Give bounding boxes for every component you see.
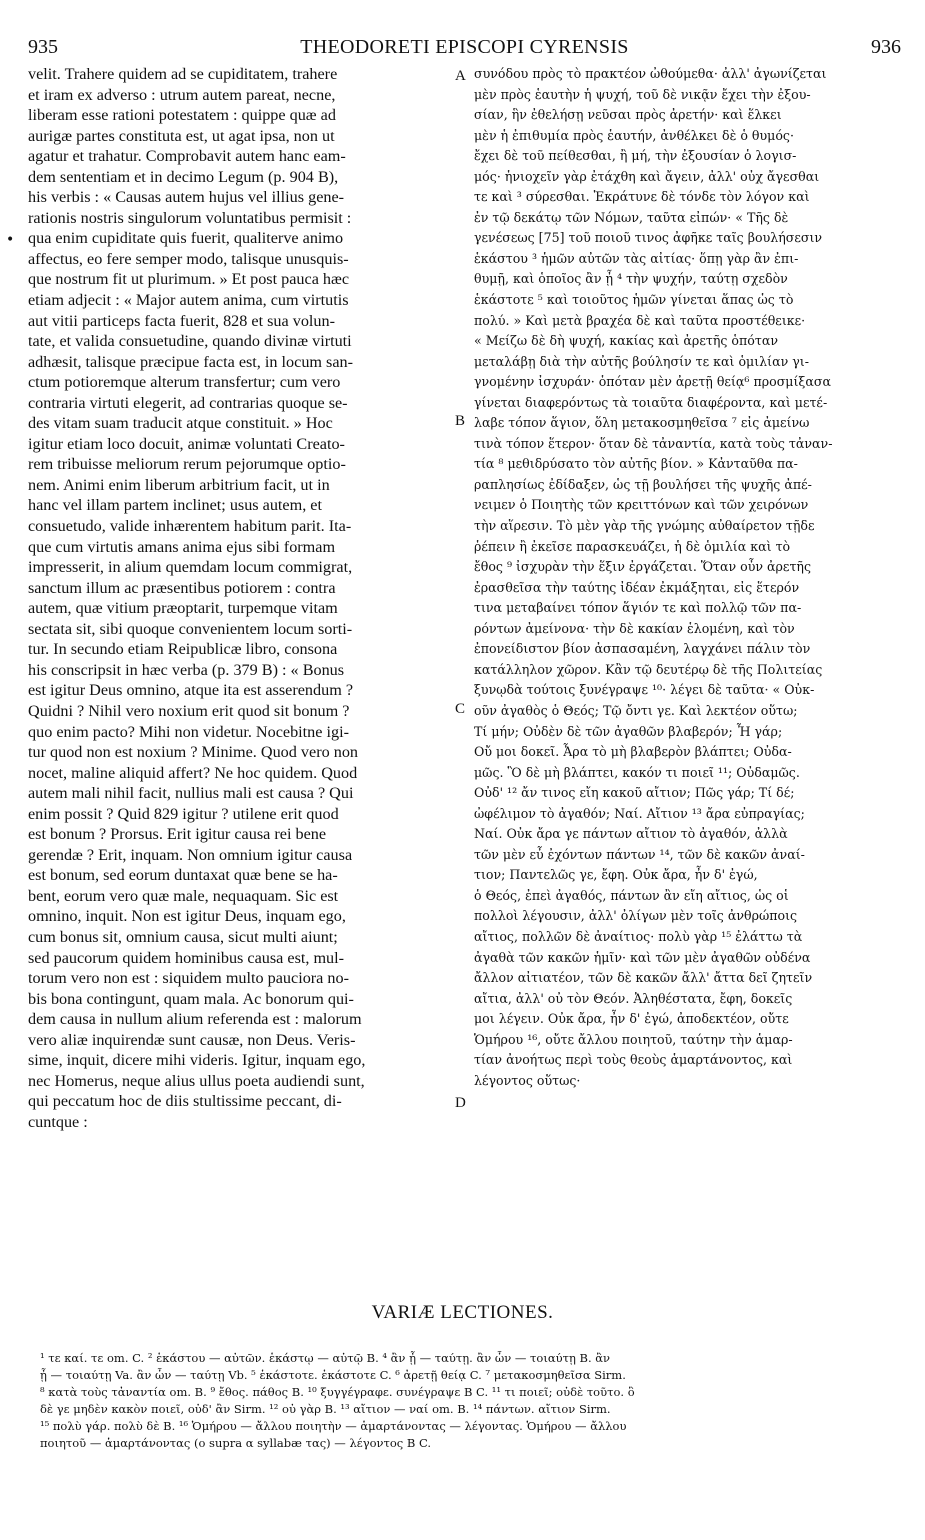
latin-text-line: sed paucorum quidem hominibus causa est, mul- bbox=[28, 948, 345, 967]
latin-text-line: consuetudo, valide inhærentem habitum parit. Ita- bbox=[28, 517, 352, 536]
latin-text-line: cum bonus sit, omnium causa, sicut multi aiunt; bbox=[28, 927, 338, 946]
greek-text-line: Ὁμήρου ¹⁶, οὔτε ἄλλου ποιητοῦ, ταύτην τὴν ἁμαρ- bbox=[474, 1031, 793, 1047]
latin-text-line: que nostrum fit ut plurimum. » Et post pauca hæc bbox=[28, 270, 350, 289]
greek-text-line: τινὰ τόπον ἕτερον· ὅταν δὲ τἀναντία, κατὰ τοὺς τἀναν- bbox=[474, 435, 833, 451]
margin-marker-b: B bbox=[455, 413, 466, 429]
variant-reading-line: ποιητοῦ — ἁμαρτάνοντας (ο supra α syllabæ τας) — λέγοντος B C. bbox=[40, 1436, 432, 1451]
greek-text-line: ἔθος ⁹ ἰσχυρὰν τὴν ἕξιν ἐργάζεται. Ὅταν οὖν ἀρετῆς bbox=[474, 559, 812, 575]
latin-text-line: sectata sit, sibi quoque convenientem locum sorti- bbox=[28, 619, 353, 638]
running-title: THEODORETI EPISCOPI CYRENSIS bbox=[300, 35, 629, 58]
latin-text-line: nec Homerus, neque alius ullus poeta audiendi sunt, bbox=[28, 1071, 365, 1090]
greek-text-line: « Μείζω δὲ δὴ ψυχή, κακίας καὶ ἀρετῆς ὁπόταν bbox=[474, 333, 778, 349]
greek-text-line: ξυνῳδὰ τούτοις ξυνέγραψε ¹⁰· λέγει δὲ ταῦτα· « Οὐκ- bbox=[474, 682, 815, 698]
latin-text-line: dem sententiam et in decimo Legum (p. 904 B), bbox=[28, 167, 339, 186]
greek-text-line: σίαν, ἣν ἐθελήσῃ νεῦσαι πρὸς ἀρετήν· καὶ ἕλκει bbox=[474, 107, 782, 123]
greek-text-line: νειμεν ὁ Ποιητὴς τῶν κρειττόνων καὶ τῶν χειρόνων bbox=[474, 497, 809, 513]
latin-text-line: torum vero non est : siquidem multo pauciora no- bbox=[28, 969, 349, 988]
latin-text-line: qui peccatum hoc de diis stultissime peccant, di- bbox=[28, 1092, 342, 1111]
latin-column bbox=[28, 64, 450, 1132]
greek-text-line: ἑκάστοτε ⁵ καὶ τοιοῦτος ἡμῶν γίνεται ἅπας ὡς τὸ bbox=[474, 292, 794, 308]
latin-text-line: des vitam suam traducit atque constituit. » Hoc bbox=[28, 414, 333, 433]
margin-marker-a: A bbox=[455, 68, 466, 84]
greek-text-line: ὠφέλιμον τὸ ἀγαθόν; Ναί. Αἴτιον ¹³ ἄρα εὐπραγίας; bbox=[474, 805, 805, 821]
latin-text-line: igitur etiam loco docuit, animæ voluntati Creato- bbox=[28, 434, 345, 453]
latin-text-line: rationis nostris singulorum voluntatibus permisit : bbox=[28, 208, 352, 227]
variant-reading-line: ¹⁵ πολὺ γάρ. πολὺ δὲ B. ¹⁶ Ὁμήρου — ἄλλου ποιητὴν — ἁμαρτάνοντας — λέγοντας. Ὁμήρου — ἄλλου bbox=[40, 1419, 627, 1434]
margin-marker-c: C bbox=[455, 701, 466, 717]
latin-text-line: tur quod non est noxium ? Minime. Quod vero non bbox=[28, 743, 359, 762]
greek-text-line: Οὔ μοι δοκεῖ. Ἆρα τὸ μὴ βλαβερὸν βλάπτει; Οὐδα- bbox=[474, 744, 792, 760]
latin-text-line: enim possit ? Quid 829 igitur ? utilene erit quod bbox=[28, 804, 339, 823]
greek-text-line: πολλοὶ λέγουσιν, ἀλλ' ὀλίγων μὲν τοῖς ἀνθρώποις bbox=[474, 908, 798, 924]
greek-text-line: ραπλησίως ἐδίδαξεν, ὡς τῇ βουλήσει τῆς ψυχῆς ἀπέ- bbox=[474, 476, 812, 492]
latin-text-line: est igitur Deus omnino, atque ita est asserendum ? bbox=[28, 681, 354, 700]
page-header bbox=[28, 34, 901, 60]
variant-reading-line: δὲ γε μηδὲν κακὸν ποιεῖ, οὐδ' ἂν Sirm. ¹² οὐ γὰρ B. ¹³ αἴτιον — ναί om. B. ¹⁴ πάντων. αἴτιον Sirm. bbox=[40, 1402, 611, 1417]
variant-readings bbox=[40, 1350, 890, 1453]
latin-text-line: est bonum, sed eorum duntaxat quæ bene se ha- bbox=[28, 866, 338, 885]
variants-heading: VARIÆ LECTIONES. bbox=[371, 1302, 554, 1323]
latin-text-line: bent, eorum vero quæ male, nequaquam. Sic est bbox=[28, 886, 339, 905]
greek-text-line: γενέσεως [75] τοῦ ποιοῦ τινος ἀφῆκε ταῖς βουλήσεσιν bbox=[474, 230, 823, 246]
latin-text-line: autem mali nihil facit, nullius mali est causa ? Qui bbox=[28, 784, 354, 803]
latin-text-line: impresserit, in alium quemdam locum commigrat, bbox=[28, 558, 353, 577]
latin-text-line: contraria virtuti elegerit, ad contrarias quoque se- bbox=[28, 393, 348, 412]
greek-text-line: ἐρασθεῖσα τὴν ταύτης ἰδέαν ἐκμάξηται, εἰς ἕτερόν bbox=[474, 579, 800, 595]
latin-text-line: nem. Animi enim liberum arbitrium facit, ut in bbox=[28, 475, 330, 494]
greek-text-line: ἀγαθὰ τῶν κακῶν ἡμῖν· καὶ τῶν μὲν ἀγαθῶν οὐδένα bbox=[474, 949, 811, 965]
greek-text-line: κατάλληλον χῶρον. Κἂν τῷ δευτέρῳ δὲ τῆς Πολιτείας bbox=[474, 661, 823, 677]
greek-text-line: ἐν τῷ δεκάτῳ τῶν Νόμων, ταῦτα εἰπών· « Τῆς δὲ bbox=[474, 209, 789, 225]
margin-dot: • bbox=[6, 232, 15, 248]
greek-text-line: μῶς. Ὃ δὲ μὴ βλάπτει, κακόν τι ποιεῖ ¹¹; Οὐδαμῶς. bbox=[474, 764, 800, 780]
greek-text-line: τε καὶ ³ σύρεσθαι. Ἐκράτυνε δὲ τόνδε τὸν λόγον καὶ bbox=[474, 189, 810, 205]
greek-text-line: αἴτια, ἀλλ' οὐ τὸν Θεόν. Ἀληθέστατα, ἔφη, δοκεῖς bbox=[474, 990, 793, 1006]
greek-text-line: ὁ Θεός, ἐπεὶ ἀγαθός, πάντων ἂν εἴη αἴτιος, ὡς οἱ bbox=[474, 887, 789, 903]
latin-text-line: Quidni ? Nihil vero noxium erit quod sit bonum ? bbox=[28, 701, 350, 720]
latin-text-line: sanctum illum ac præsentibus potiorem : contra bbox=[28, 578, 336, 597]
latin-text-line: adhæsit, talisque præcipue facta est, in locum san- bbox=[28, 352, 354, 371]
greek-text-line: τία ⁸ μεθιδρύσατο τὸν αὐτῆς βίον. » Κἀνταῦθα πα- bbox=[474, 456, 798, 472]
greek-text-line: γίνεται διαφερόντως τὰ τοιαῦτα διαφέροντα, καὶ μετέ- bbox=[474, 394, 828, 410]
greek-text-line: μοι λέγειν. Οὐκ ἄρα, ἦν δ' ἐγώ, ἀποδεκτέον, οὔτε bbox=[474, 1011, 789, 1027]
latin-text-line: liberam esse rationi potestatem : quippe quæ ad bbox=[28, 106, 336, 125]
greek-text-line: αἴτιος, πολλῶν δὲ ἀναίτιος· πολὺ γὰρ ¹⁵ ἐλάττω τὰ bbox=[474, 928, 803, 944]
greek-text-line: ἑκάστου ³ ἡμῶν αὐτῶν τὰς αἰτίας· ὅπῃ γὰρ ἂν ἐπι- bbox=[474, 250, 799, 266]
greek-text-line: λαβε τόπον ἅγιον, ὅλη μετακοσμηθεῖσα ⁷ εἰς ἀμείνω bbox=[474, 415, 810, 431]
page-number-right: 936 bbox=[870, 35, 901, 58]
latin-text-line: vero aliæ inquirendæ sunt causæ, non Deus. Veris- bbox=[28, 1030, 356, 1049]
greek-text-line: οῦν ἀγαθὸς ὁ Θεός; Τῷ ὄντι γε. Καὶ λεκτέον οὕτω; bbox=[474, 702, 798, 718]
latin-text-line: gerendæ ? Erit, inquam. Non omnium igitur causa bbox=[28, 845, 353, 864]
latin-text-line: etiam adjecit : « Major autem anima, cum virtutis bbox=[28, 291, 349, 310]
greek-text-line: ῥέπειν ἢ ἐκεῖσε παρασκευάζει, ἡ δὲ ὁμιλία καὶ τὸ bbox=[474, 538, 791, 554]
latin-text-line: his conscripsit in hæc verba (p. 379 B) : « Bonus bbox=[28, 660, 345, 679]
latin-text-line: tate, et valida consuetudine, quando divinæ virtuti bbox=[28, 332, 352, 351]
greek-text-line: μὲν ἡ ἐπιθυμία πρὸς ἑαυτήν, ἀνθέλκει δὲ ὁ θυμός· bbox=[474, 127, 794, 143]
greek-text-line: γνομένην ἰσχυράν· ὁπόταν μὲν ἀρετῇ θείᾳ⁶ προσμίξασα bbox=[474, 374, 831, 390]
latin-text-line: hanc vel illam partem inclinet; usus autem, et bbox=[28, 496, 322, 515]
variant-reading-line: ᾖ — τοιαύτῃ Va. ἂν ὦν — ταύτῃ Vb. ⁵ ἑκάστοτε. ἑκάστοτε C. ⁶ ἀρετῇ θείᾳ C. ⁷ μετακοσμηθεῖσα Sirm. bbox=[40, 1368, 626, 1383]
greek-text-line: Τί μήν; Οὐδὲν δὲ τῶν ἀγαθῶν βλαβερόν; Ἦ γάρ; bbox=[474, 723, 783, 739]
latin-text-line: dem causa in nullum alium referenda est : malorum bbox=[28, 1010, 362, 1029]
greek-text-line: τιον; Παντελῶς γε, ἔφη. Οὐκ ἄρα, ἦν δ' ἐγώ, bbox=[474, 867, 758, 883]
page-number-left: 935 bbox=[28, 35, 58, 58]
greek-text-line: ἐπονείδιστον βίον ἀσπασαμένη, λαγχάνει πάλιν τὸν bbox=[474, 641, 811, 657]
greek-text-line: ρόντων ἀμείνονα· τὴν δὲ κακίαν ἑλομένη, καὶ τὸν bbox=[474, 620, 795, 636]
variant-reading-line: ⁸ κατὰ τοὺς τἀναντία om. B. ⁹ ἔθος. πάθος B. ¹⁰ ξυγγέγραφε. συνέγραψε B C. ¹¹ τι ποιεῖ; οὐδὲ τοῦτο. ὃ bbox=[40, 1385, 635, 1400]
latin-text-line: agatur et trahatur. Comprobavit autem hanc eam- bbox=[28, 147, 346, 166]
greek-text-line: τὴν αἵρεσιν. Τὸ μὲν γὰρ τῆς γνώμης αὐθαίρετον τῇδε bbox=[474, 518, 815, 534]
latin-text-line: tur. In secundo etiam Reipublicæ libro, consona bbox=[28, 640, 338, 659]
latin-text-line: aurigæ partes constituta est, ut agat ipsa, non ut bbox=[28, 126, 335, 145]
greek-text-line: μός· ἡνιοχεῖν γὰρ ἐτάχθη καὶ ἄγειν, ἀλλ' οὐχ ἄγεσθαι bbox=[474, 168, 820, 184]
latin-text-line: quo enim pacto? Mihi non videtur. Nocebitne igi- bbox=[28, 722, 349, 741]
latin-text-line: rem tribuisse meliorum rerum pejorumque optio- bbox=[28, 455, 346, 474]
latin-text-line: cuntque : bbox=[28, 1112, 88, 1131]
latin-text-line: omnino, inquit. Non est igitur Deus, inquam ego, bbox=[28, 907, 346, 926]
greek-column bbox=[474, 64, 902, 1091]
greek-text-line: ἔχει δὲ τοῦ πείθεσθαι, ἢ μή, τὴν ἐξουσίαν ὁ λογισ- bbox=[474, 148, 797, 164]
latin-text-line: affectus, eo fere semper modo, talisque unusquis- bbox=[28, 249, 349, 268]
latin-text-line: qua enim cupiditate quis fuerit, qualiterve animo bbox=[28, 229, 344, 248]
margin-marker-d: D bbox=[455, 1095, 466, 1111]
latin-text-line: est bonum ? Prorsus. Erit igitur causa rei bene bbox=[28, 825, 327, 844]
variant-reading-line: ¹ τε καί. τε om. C. ² ἑκάστου — αὐτῶν. ἑκάστῳ — αὐτῷ B. ⁴ ἂν ᾖ — ταύτῃ. ἂν ὦν — τοιαύτῃ B. ἂν bbox=[40, 1351, 611, 1365]
greek-text-line: Ναί. Οὐκ ἄρα γε πάντων αἴτιον τὸ ἀγαθόν, ἀλλὰ bbox=[474, 826, 788, 842]
greek-text-line: Οὐδ' ¹² ἄν τινος εἴη κακοῦ αἴτιον; Πῶς γάρ; Τί δέ; bbox=[474, 785, 795, 801]
greek-text-line: μεταλάβῃ διὰ τὴν αὐτῆς βούλησίν τε καὶ ὁμιλίαν γι- bbox=[474, 353, 809, 369]
latin-text-line: sime, inquit, dicere mihi videris. Igitur, inquam ego, bbox=[28, 1051, 366, 1070]
latin-text-line: autem, quæ vitium præoptarit, turpemque vitam bbox=[28, 599, 338, 618]
latin-text-line: aut vitii particeps facta fuerit, 828 et sua volun- bbox=[28, 311, 336, 330]
latin-text-line: nocet, maline aliquid affert? Ne hoc quidem. Quod bbox=[28, 763, 358, 782]
greek-text-line: λέγοντος οὕτως· bbox=[474, 1072, 581, 1088]
latin-text-line: bis bona contingunt, quam mala. Ac bonorum qui- bbox=[28, 989, 354, 1008]
greek-text-line: θυμῇ, καὶ ὁποῖος ἂν ᾖ ⁴ τὴν ψυχήν, ταύτῃ σχεδὸν bbox=[474, 271, 788, 287]
latin-text-line: his verbis : « Causas autem hujus vel illius gene- bbox=[28, 188, 345, 207]
latin-text-line: velit. Trahere quidem ad se cupiditatem, trahere bbox=[28, 65, 338, 83]
greek-text-line: συνόδου πρὸς τὸ πρακτέον ὠθούμεθα· ἀλλ' ἀγωνίζεται bbox=[474, 66, 827, 81]
greek-text-line: τῶν μὲν εὖ ἐχόντων πάντων ¹⁴, τῶν δὲ κακῶν ἀναί- bbox=[474, 846, 805, 862]
greek-text-line: τίαν ἀνοήτως περὶ τοὺς θεοὺς ἁμαρτάνοντος, καὶ bbox=[474, 1052, 793, 1068]
greek-text-line: τινα μεταβαίνει τόπον ἅγιόν τε καὶ πολλῷ τῶν πα- bbox=[474, 600, 802, 616]
latin-text-line: que cum virtutis amans anima ejus sibi formam bbox=[28, 537, 336, 556]
greek-text-line: πολύ. » Καὶ μετὰ βραχέα δὲ καὶ ταῦτα προστέθεικε· bbox=[474, 312, 806, 328]
greek-text-line: ἄλλον αἰτιατέον, τῶν δὲ κακῶν ἄλλ' ἄττα δεῖ ζητεῖν bbox=[474, 970, 813, 986]
greek-text-line: μὲν πρὸς ἑαυτὴν ἡ ψυχή, τοῦ δὲ νικᾷν ἔχει τὴν ἐξου- bbox=[474, 86, 811, 102]
latin-text-line: ctum potioremque alterum transfertur; cum vero bbox=[28, 373, 341, 392]
latin-text-line: et iram ex adverso : utrum autem pareat, necne, bbox=[28, 85, 336, 104]
